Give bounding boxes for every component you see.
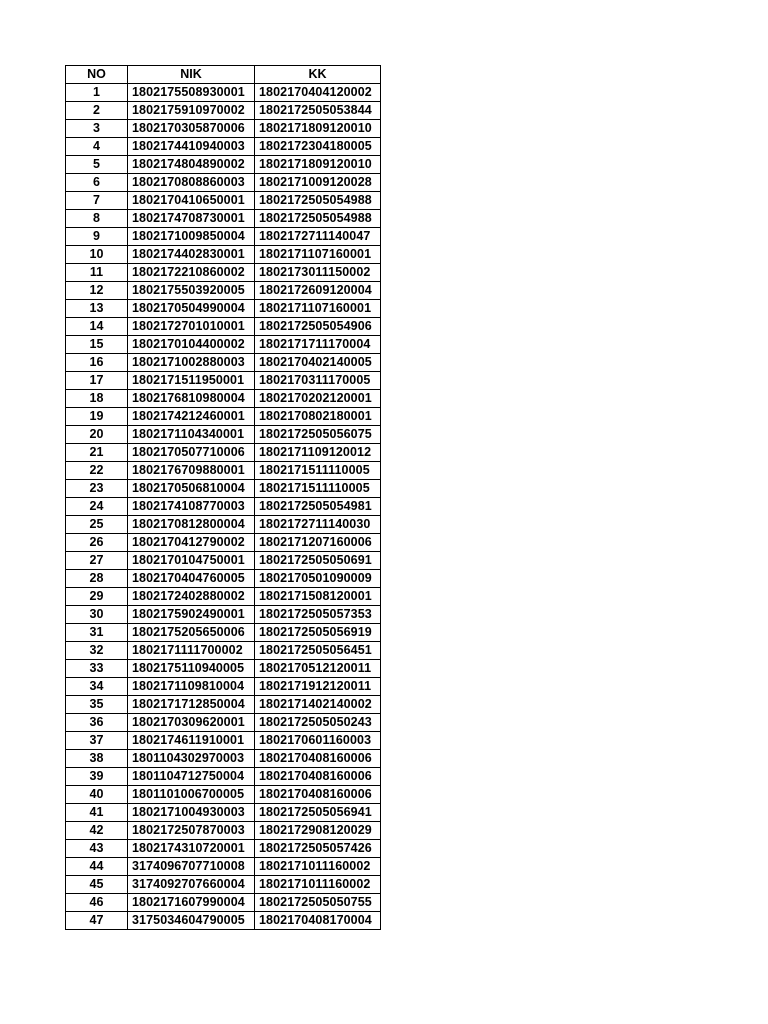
cell-kk: 1802170404120002 xyxy=(255,84,381,102)
cell-no: 7 xyxy=(66,192,128,210)
cell-kk: 1802171107160001 xyxy=(255,246,381,264)
cell-no: 40 xyxy=(66,786,128,804)
cell-no: 3 xyxy=(66,120,128,138)
cell-no: 10 xyxy=(66,246,128,264)
cell-nik: 1801101006700005 xyxy=(128,786,255,804)
table-row xyxy=(66,120,381,138)
cell-nik: 1802175902490001 xyxy=(128,606,255,624)
cell-kk: 1802171011160002 xyxy=(255,858,381,876)
table-row xyxy=(66,228,381,246)
header-no: NO xyxy=(66,66,128,84)
cell-kk: 1802171009120028 xyxy=(255,174,381,192)
cell-kk: 1802170402140005 xyxy=(255,354,381,372)
cell-nik: 1801104302970003 xyxy=(128,750,255,768)
cell-no: 34 xyxy=(66,678,128,696)
table-row xyxy=(66,174,381,192)
cell-kk: 1802171912120011 xyxy=(255,678,381,696)
cell-no: 17 xyxy=(66,372,128,390)
header-nik: NIK xyxy=(128,66,255,84)
cell-kk: 1802170802180001 xyxy=(255,408,381,426)
data-table xyxy=(65,65,381,930)
cell-nik: 1802171002880003 xyxy=(128,354,255,372)
cell-kk: 1802172505057353 xyxy=(255,606,381,624)
cell-no: 36 xyxy=(66,714,128,732)
cell-no: 38 xyxy=(66,750,128,768)
table-row xyxy=(66,282,381,300)
cell-nik: 1802170808860003 xyxy=(128,174,255,192)
cell-nik: 1802170410650001 xyxy=(128,192,255,210)
cell-kk: 1802172304180005 xyxy=(255,138,381,156)
cell-nik: 1802175910970002 xyxy=(128,102,255,120)
cell-kk: 1802173011150002 xyxy=(255,264,381,282)
cell-no: 14 xyxy=(66,318,128,336)
cell-no: 20 xyxy=(66,426,128,444)
cell-kk: 1802171809120010 xyxy=(255,156,381,174)
table-row xyxy=(66,102,381,120)
cell-kk: 1802170601160003 xyxy=(255,732,381,750)
cell-no: 28 xyxy=(66,570,128,588)
table-row xyxy=(66,660,381,678)
cell-nik: 1802170404760005 xyxy=(128,570,255,588)
cell-kk: 1802171402140002 xyxy=(255,696,381,714)
cell-no: 26 xyxy=(66,534,128,552)
cell-no: 27 xyxy=(66,552,128,570)
cell-kk: 1802170408170004 xyxy=(255,912,381,930)
cell-no: 39 xyxy=(66,768,128,786)
cell-nik: 3174096707710008 xyxy=(128,858,255,876)
cell-no: 13 xyxy=(66,300,128,318)
cell-nik: 1802176810980004 xyxy=(128,390,255,408)
cell-no: 23 xyxy=(66,480,128,498)
table-row xyxy=(66,246,381,264)
table-row xyxy=(66,444,381,462)
cell-nik: 1802171104340001 xyxy=(128,426,255,444)
cell-nik: 1802174708730001 xyxy=(128,210,255,228)
table-row xyxy=(66,750,381,768)
table-row xyxy=(66,768,381,786)
cell-kk: 1802172505057426 xyxy=(255,840,381,858)
cell-no: 25 xyxy=(66,516,128,534)
cell-nik: 1802174804890002 xyxy=(128,156,255,174)
table-row xyxy=(66,822,381,840)
cell-kk: 1802170408160006 xyxy=(255,786,381,804)
cell-nik: 1802172701010001 xyxy=(128,318,255,336)
cell-no: 19 xyxy=(66,408,128,426)
cell-kk: 1802171511110005 xyxy=(255,462,381,480)
cell-nik: 1802174108770003 xyxy=(128,498,255,516)
cell-no: 32 xyxy=(66,642,128,660)
cell-nik: 1802171009850004 xyxy=(128,228,255,246)
cell-nik: 1802175205650006 xyxy=(128,624,255,642)
table-body xyxy=(66,84,381,930)
cell-nik: 1802171111700002 xyxy=(128,642,255,660)
cell-no: 29 xyxy=(66,588,128,606)
header-row xyxy=(66,66,381,84)
cell-kk: 1802172505050243 xyxy=(255,714,381,732)
cell-no: 4 xyxy=(66,138,128,156)
cell-no: 35 xyxy=(66,696,128,714)
table-row xyxy=(66,156,381,174)
table-row xyxy=(66,138,381,156)
cell-kk: 1802171109120012 xyxy=(255,444,381,462)
table-row xyxy=(66,804,381,822)
cell-kk: 1802170408160006 xyxy=(255,768,381,786)
table-row xyxy=(66,498,381,516)
cell-nik: 1802176709880001 xyxy=(128,462,255,480)
cell-no: 18 xyxy=(66,390,128,408)
table-row xyxy=(66,876,381,894)
table-row xyxy=(66,894,381,912)
table-row xyxy=(66,300,381,318)
cell-kk: 1802172505056941 xyxy=(255,804,381,822)
cell-nik: 1802170412790002 xyxy=(128,534,255,552)
table-row xyxy=(66,210,381,228)
table-row xyxy=(66,678,381,696)
cell-kk: 1802172505050691 xyxy=(255,552,381,570)
cell-no: 42 xyxy=(66,822,128,840)
cell-nik: 1802171607990004 xyxy=(128,894,255,912)
cell-nik: 1802171712850004 xyxy=(128,696,255,714)
cell-nik: 1802170104400002 xyxy=(128,336,255,354)
cell-kk: 1802170202120001 xyxy=(255,390,381,408)
table-row xyxy=(66,552,381,570)
cell-nik: 1802175508930001 xyxy=(128,84,255,102)
cell-kk: 1802172505056075 xyxy=(255,426,381,444)
cell-no: 24 xyxy=(66,498,128,516)
cell-no: 33 xyxy=(66,660,128,678)
cell-no: 6 xyxy=(66,174,128,192)
table-row xyxy=(66,336,381,354)
cell-nik: 1802170309620001 xyxy=(128,714,255,732)
table-row xyxy=(66,606,381,624)
cell-kk: 1802171207160006 xyxy=(255,534,381,552)
cell-no: 46 xyxy=(66,894,128,912)
cell-no: 43 xyxy=(66,840,128,858)
table-row xyxy=(66,642,381,660)
cell-nik: 1802170507710006 xyxy=(128,444,255,462)
table-row xyxy=(66,318,381,336)
cell-no: 8 xyxy=(66,210,128,228)
cell-kk: 1802171011160002 xyxy=(255,876,381,894)
table-row xyxy=(66,696,381,714)
table-row xyxy=(66,912,381,930)
cell-no: 5 xyxy=(66,156,128,174)
cell-nik: 3174092707660004 xyxy=(128,876,255,894)
cell-kk: 1802170311170005 xyxy=(255,372,381,390)
cell-nik: 1802175110940005 xyxy=(128,660,255,678)
cell-kk: 1802172505054981 xyxy=(255,498,381,516)
cell-nik: 1801104712750004 xyxy=(128,768,255,786)
cell-nik: 1802171004930003 xyxy=(128,804,255,822)
table-row xyxy=(66,840,381,858)
table-row xyxy=(66,264,381,282)
cell-no: 41 xyxy=(66,804,128,822)
table-row xyxy=(66,192,381,210)
cell-nik: 1802175503920005 xyxy=(128,282,255,300)
cell-kk: 1802172711140030 xyxy=(255,516,381,534)
cell-nik: 1802170812800004 xyxy=(128,516,255,534)
cell-nik: 1802170104750001 xyxy=(128,552,255,570)
table-row xyxy=(66,714,381,732)
cell-no: 47 xyxy=(66,912,128,930)
cell-kk: 1802172609120004 xyxy=(255,282,381,300)
table-header xyxy=(66,66,381,84)
cell-kk: 1802171809120010 xyxy=(255,120,381,138)
table-row xyxy=(66,480,381,498)
cell-kk: 1802170501090009 xyxy=(255,570,381,588)
cell-nik: 1802172402880002 xyxy=(128,588,255,606)
cell-no: 21 xyxy=(66,444,128,462)
cell-no: 1 xyxy=(66,84,128,102)
table-row xyxy=(66,732,381,750)
cell-kk: 1802172505054906 xyxy=(255,318,381,336)
table-row xyxy=(66,84,381,102)
cell-no: 15 xyxy=(66,336,128,354)
cell-nik: 1802174402830001 xyxy=(128,246,255,264)
table-row xyxy=(66,624,381,642)
cell-nik: 1802170305870006 xyxy=(128,120,255,138)
table-row xyxy=(66,570,381,588)
cell-no: 2 xyxy=(66,102,128,120)
cell-kk: 1802170512120011 xyxy=(255,660,381,678)
table-row xyxy=(66,462,381,480)
cell-no: 45 xyxy=(66,876,128,894)
cell-nik: 1802174410940003 xyxy=(128,138,255,156)
header-kk: KK xyxy=(255,66,381,84)
cell-kk: 1802172505056451 xyxy=(255,642,381,660)
cell-kk: 1802172505056919 xyxy=(255,624,381,642)
cell-no: 31 xyxy=(66,624,128,642)
table-row xyxy=(66,354,381,372)
table-row xyxy=(66,588,381,606)
cell-no: 16 xyxy=(66,354,128,372)
cell-kk: 1802172505053844 xyxy=(255,102,381,120)
cell-no: 9 xyxy=(66,228,128,246)
table-row xyxy=(66,534,381,552)
cell-nik: 1802174212460001 xyxy=(128,408,255,426)
cell-kk: 1802172505050755 xyxy=(255,894,381,912)
table-row xyxy=(66,390,381,408)
cell-no: 30 xyxy=(66,606,128,624)
cell-no: 12 xyxy=(66,282,128,300)
table-row xyxy=(66,516,381,534)
cell-nik: 1802170506810004 xyxy=(128,480,255,498)
cell-kk: 1802172505054988 xyxy=(255,192,381,210)
cell-nik: 1802172507870003 xyxy=(128,822,255,840)
cell-kk: 1802171508120001 xyxy=(255,588,381,606)
cell-nik: 1802170504990004 xyxy=(128,300,255,318)
cell-kk: 1802172505054988 xyxy=(255,210,381,228)
cell-kk: 1802170408160006 xyxy=(255,750,381,768)
cell-nik: 1802172210860002 xyxy=(128,264,255,282)
cell-kk: 1802172711140047 xyxy=(255,228,381,246)
cell-nik: 3175034604790005 xyxy=(128,912,255,930)
cell-no: 37 xyxy=(66,732,128,750)
cell-no: 44 xyxy=(66,858,128,876)
cell-kk: 1802172908120029 xyxy=(255,822,381,840)
cell-no: 11 xyxy=(66,264,128,282)
cell-kk: 1802171511110005 xyxy=(255,480,381,498)
table-row xyxy=(66,858,381,876)
cell-nik: 1802174310720001 xyxy=(128,840,255,858)
table-row xyxy=(66,408,381,426)
table-row xyxy=(66,426,381,444)
cell-nik: 1802171109810004 xyxy=(128,678,255,696)
cell-nik: 1802174611910001 xyxy=(128,732,255,750)
cell-kk: 1802171107160001 xyxy=(255,300,381,318)
cell-kk: 1802171711170004 xyxy=(255,336,381,354)
cell-no: 22 xyxy=(66,462,128,480)
table-row xyxy=(66,372,381,390)
cell-nik: 1802171511950001 xyxy=(128,372,255,390)
table-row xyxy=(66,786,381,804)
